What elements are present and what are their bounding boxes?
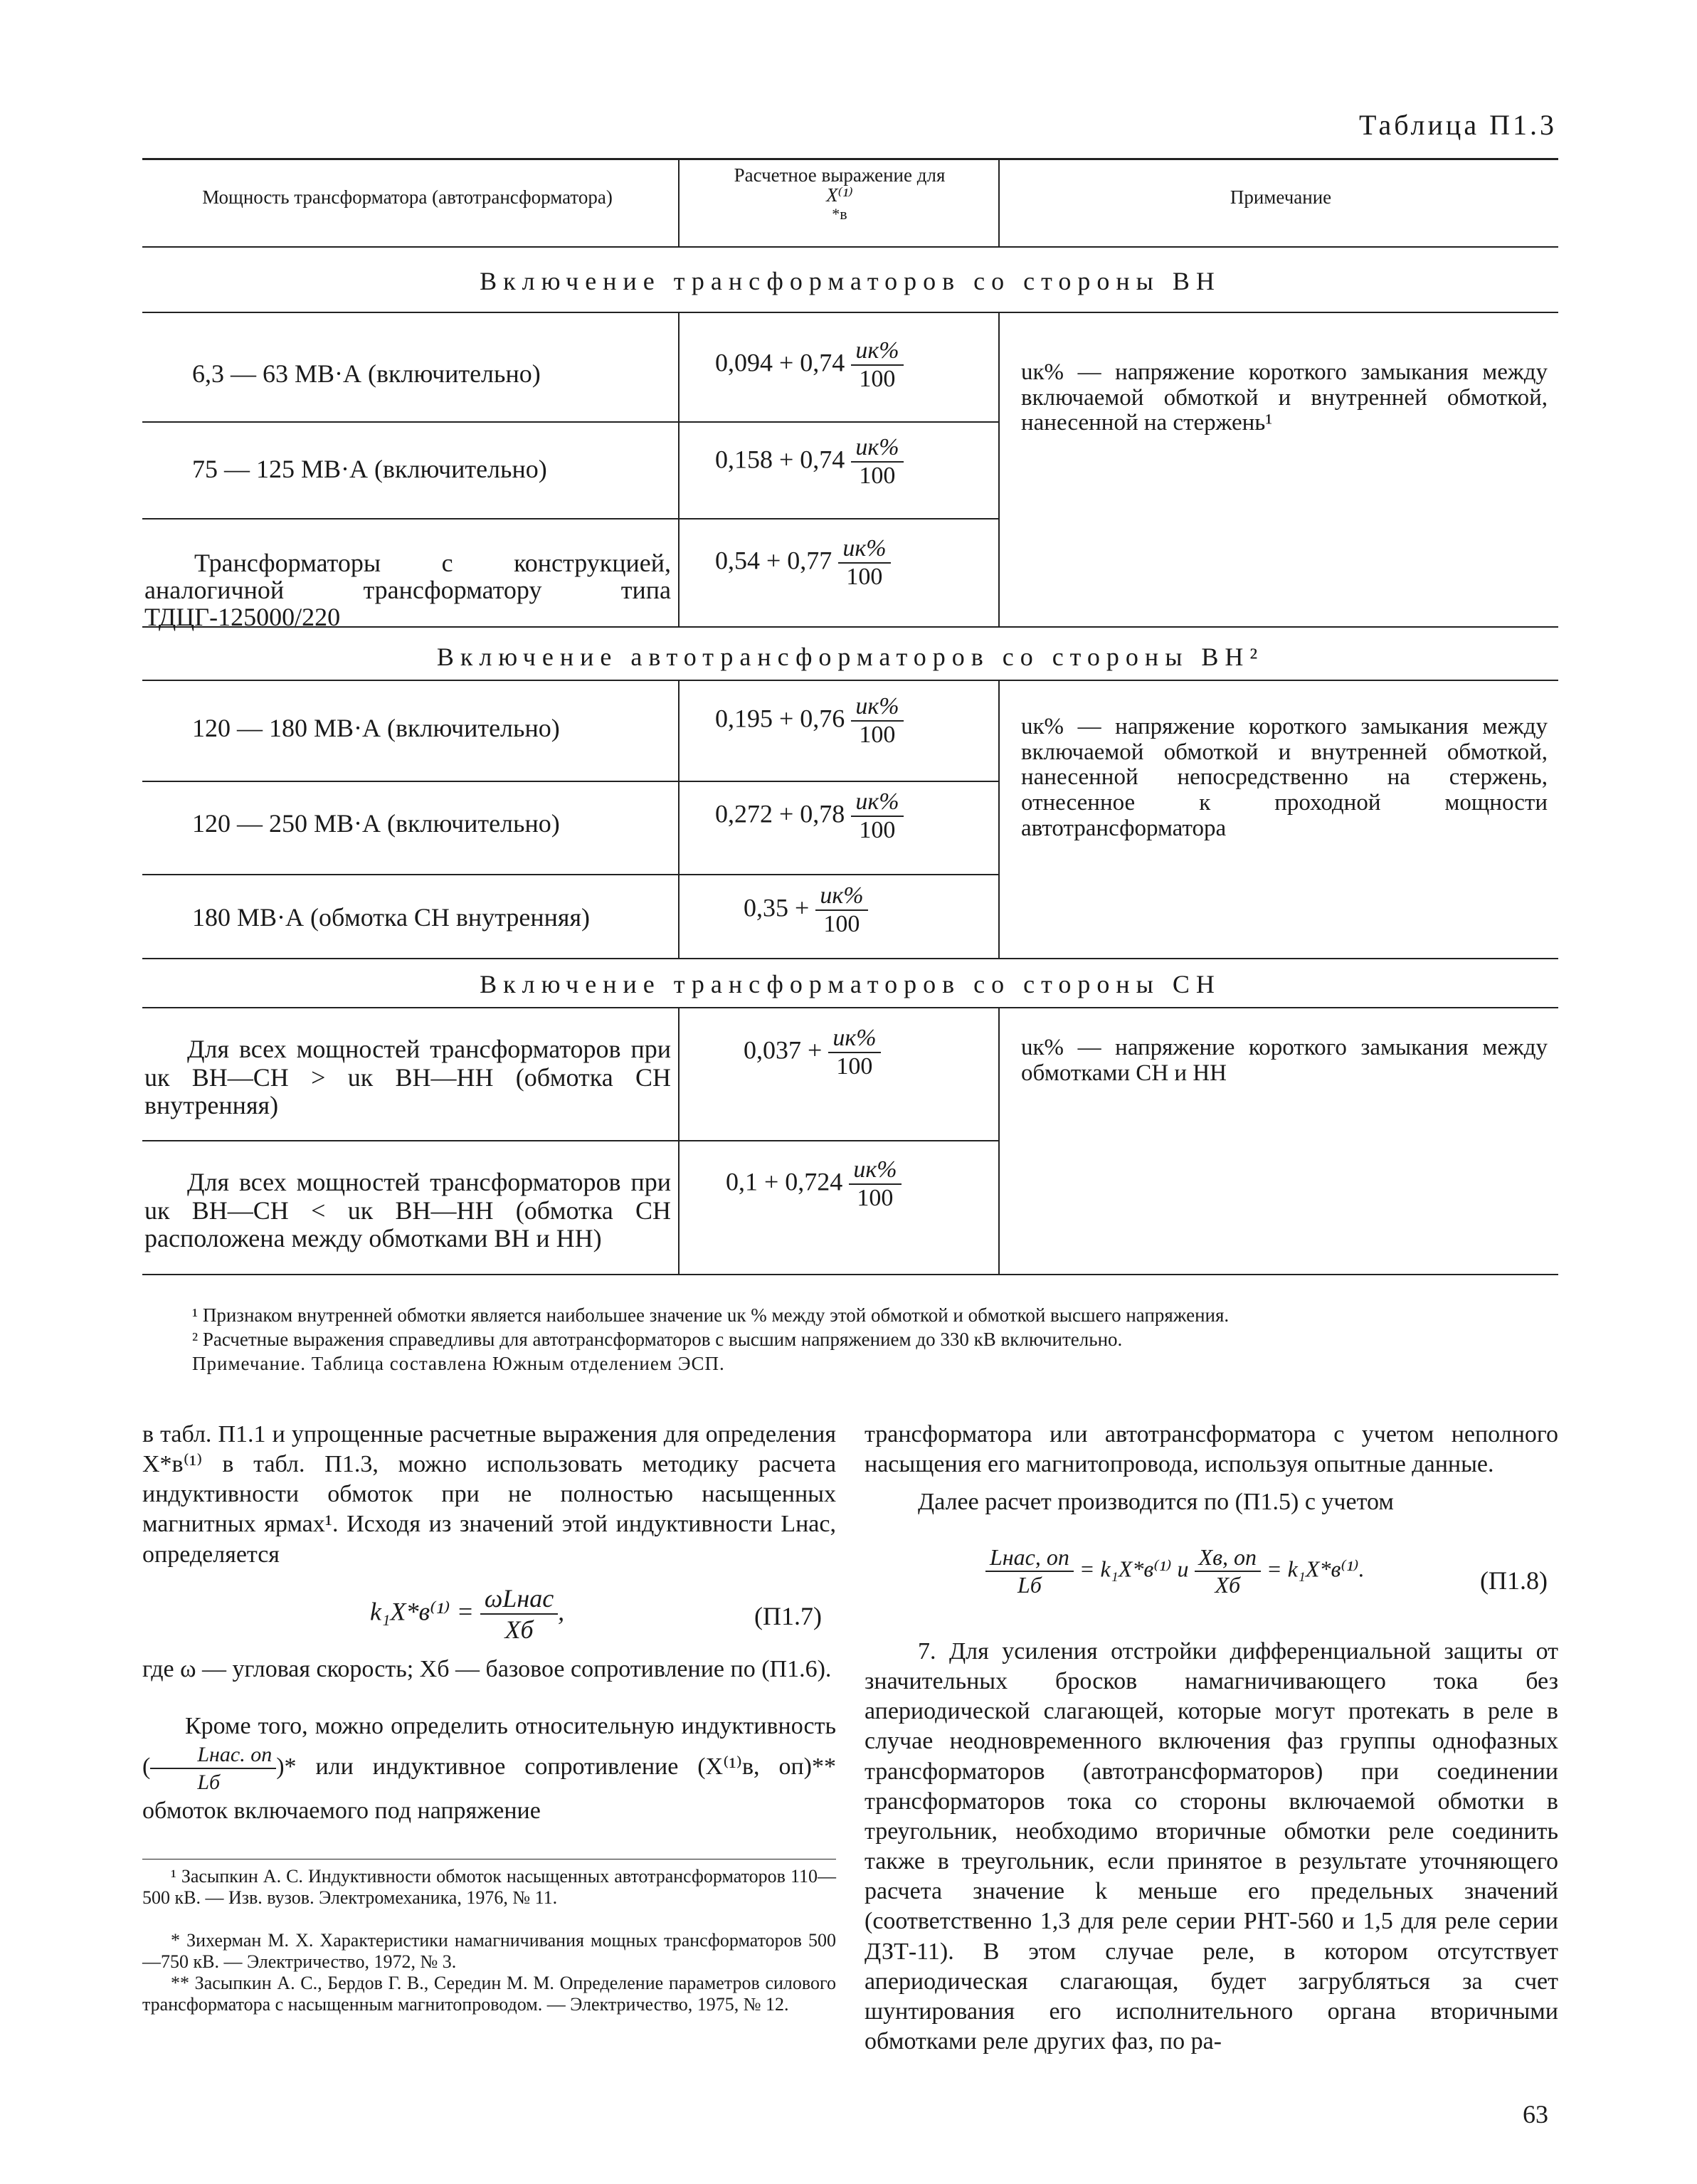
left-paragraph: Кроме того, можно определить относительную индуктивность ( $\frac{\text{Lнас. оп}}{Lб}$ )* или индуктивное сопротивление (X⁽¹⁾в, оп)** обмоток включаемого под напряжение — [142, 1713, 837, 1824]
rule — [142, 518, 1000, 519]
formula-cell: 0,1 + 0,724 $\frac{uк\%}{100}$ — [726, 1156, 902, 1212]
section-title: Включение автотрансформаторов со стороны ВН² — [436, 643, 1264, 671]
col-divider — [998, 1007, 1000, 1274]
section-title: Включение трансформаторов со стороны ВН — [480, 267, 1221, 295]
formula-cell: 0,037 + $\frac{uк\%}{100}$ — [744, 1025, 881, 1080]
header-bottom-rule — [142, 246, 1558, 248]
right-paragraph: Далее расчет производится по (П1.5) с учетом — [918, 1489, 1394, 1515]
power-cell: 120 — 250 МВ·А (включительно) — [192, 809, 560, 838]
formula-cell: 0,272 + 0,78 $\frac{uк\%}{100}$ — [715, 788, 904, 844]
formula-cell: 0,195 + 0,76 $\frac{uк\%}{100}$ — [715, 693, 904, 749]
section-title: Включение трансформаторов со стороны СН — [480, 970, 1221, 998]
formula-cell: 0,54 + 0,77 $\frac{uк\%}{100}$ — [715, 535, 891, 591]
header-power: Мощность трансформатора (автотрансформатора) — [202, 186, 613, 208]
right-paragraph: 7. Для усиления отстройки дифференциальной защиты от значительных бросков намагничивающего тока без апериодической слагающей, которые могут протекать в реле в случае неодновременного включения фаз группы однофазных трансформаторов (автотрансформаторов) при соединении трансформаторов тока со стороны включаемой обмотки в треугольник, необходимо вторичные обмотки реле соединить также в треугольник, если принятое в результате уточняющего расчета значение k меньше его предельных значений (соответственно 1,3 для реле серии РНТ-560 и 1,5 для реле серии ДЗТ-11). В этом случае реле, в котором отсутствует апериодическая слагающая, будет загрубляться за счет шунтирования его исполнительного органа вторичными обмотками реле других фаз, по ра- — [865, 1638, 1558, 2055]
table-note: Примечание. Таблица составлена Южным отделением ЭСП. — [192, 1353, 725, 1374]
equation-p1-8: $\frac{\text{Lнас, оп}}{Lб}$ = k₁X*в⁽¹⁾ и $\frac{Xв, оп}{Xб}$ = k₁X*в⁽¹⁾. — [985, 1544, 1365, 1598]
power-cell: Для всех мощностей трансформаторов при uк ВН—СН > uк ВН—НН (обмотка СН внутренняя) — [144, 1035, 671, 1120]
formula-cell: 0,158 + 0,74 $\frac{uк\%}{100}$ — [715, 434, 904, 490]
left-paragraph: где ω — угловая скорость; Xб — базовое сопротивление по (П1.6). — [142, 1656, 832, 1682]
col-divider — [678, 312, 680, 626]
equation-label: (П1.7) — [754, 1602, 822, 1630]
col-divider — [678, 158, 680, 246]
power-cell: 120 — 180 МВ·А (включительно) — [192, 714, 560, 742]
header-formula: Расчетное выражение для X⁽¹⁾ *в — [734, 164, 946, 223]
footnote: ¹ Засыпкин А. С. Индуктивности обмоток насыщенных автотрансформаторов 110—500 кВ. — Изв. вузов. Электромеханика, 1976, № 11. — [142, 1866, 836, 1909]
table-footnote: ¹ Признаком внутренней обмотки является наибольшее значение uк % между этой обмоткой и обмоткой высшего напряжения. — [192, 1304, 1230, 1326]
table-top-rule — [142, 158, 1558, 160]
col-divider — [678, 680, 680, 958]
power-cell: Для всех мощностей трансформаторов при uк ВН—СН < uк ВН—НН (обмотка СН расположена между обмотками ВН и НН) — [144, 1168, 671, 1253]
note-cell: uк% — напряжение короткого замыкания между включаемой обмоткой и внутренней обмоткой, нанесенной на стержень¹ — [1021, 359, 1548, 436]
header-note: Примечание — [1230, 186, 1332, 208]
power-cell: 6,3 — 63 МВ·А (включительно) — [192, 359, 541, 388]
col-divider — [998, 312, 1000, 626]
col-divider — [998, 680, 1000, 958]
note-cell: uк% — напряжение короткого замыкания между включаемой обмоткой и внутренней обмоткой, нанесенной непосредственно на стержень, отнесенное к проходной мощности автотрансформатора — [1021, 714, 1548, 841]
left-paragraph: в табл. П1.1 и упрощенные расчетные выражения для определения X*в⁽¹⁾ в табл. П1.3, можно использовать методику расчета индуктивности обмоток при не полностью насыщенных магнитных ярмах¹. Исходя из значений этой индуктивности Lнас, определяется — [142, 1421, 836, 1568]
power-cell: 75 — 125 МВ·А (включительно) — [192, 455, 547, 483]
page-number: 63 — [1523, 2100, 1548, 2128]
table-bottom-rule — [142, 1274, 1558, 1275]
rule — [142, 312, 1558, 313]
rule — [142, 874, 1000, 875]
rule — [142, 781, 1000, 782]
footnote: * Зихерман М. Х. Характеристики намагничивания мощных трансформаторов 500—750 кВ. — Электричество, 1972, № 3. — [142, 1930, 836, 1973]
rule — [142, 1007, 1558, 1008]
rule — [142, 958, 1558, 959]
col-divider — [678, 1007, 680, 1274]
rule — [142, 680, 1558, 681]
formula-cell: 0,094 + 0,74 $\frac{uк\%}{100}$ — [715, 337, 904, 393]
note-cell: uк% — напряжение короткого замыкания между обмотками СН и НН — [1021, 1035, 1548, 1086]
rule — [142, 421, 1000, 423]
table-title: Таблица П1.3 — [1359, 109, 1557, 141]
table-footnote: ² Расчетные выражения справедливы для автотрансформаторов с высшим напряжением до 330 кВ включительно. — [192, 1329, 1123, 1350]
equation-label: (П1.8) — [1480, 1566, 1548, 1595]
col-divider — [998, 158, 1000, 246]
power-cell: 180 МВ·А (обмотка СН внутренняя) — [192, 903, 590, 932]
formula-cell: 0,35 + $\frac{uк\%}{100}$ — [744, 882, 868, 938]
footnote: ** Засыпкин А. С., Бердов Г. В., Середин М. М. Определение параметров силового трансформатора с насыщенным магнитопроводом. — Электричество, 1975, № 12. — [142, 1973, 836, 2015]
power-cell: Трансформаторы с конструкцией, аналогичной трансформатору типа ТДЦГ-125000/220 — [144, 549, 671, 632]
right-paragraph: трансформатора или автотрансформатора с учетом неполного насыщения его магнитопровода, используя опытные данные. — [865, 1421, 1558, 1478]
equation-p1-7: k₁X*в⁽¹⁾ = $\frac{\text{ωLнас}}{Xб}$ , — [370, 1584, 565, 1644]
rule — [142, 1140, 1000, 1141]
